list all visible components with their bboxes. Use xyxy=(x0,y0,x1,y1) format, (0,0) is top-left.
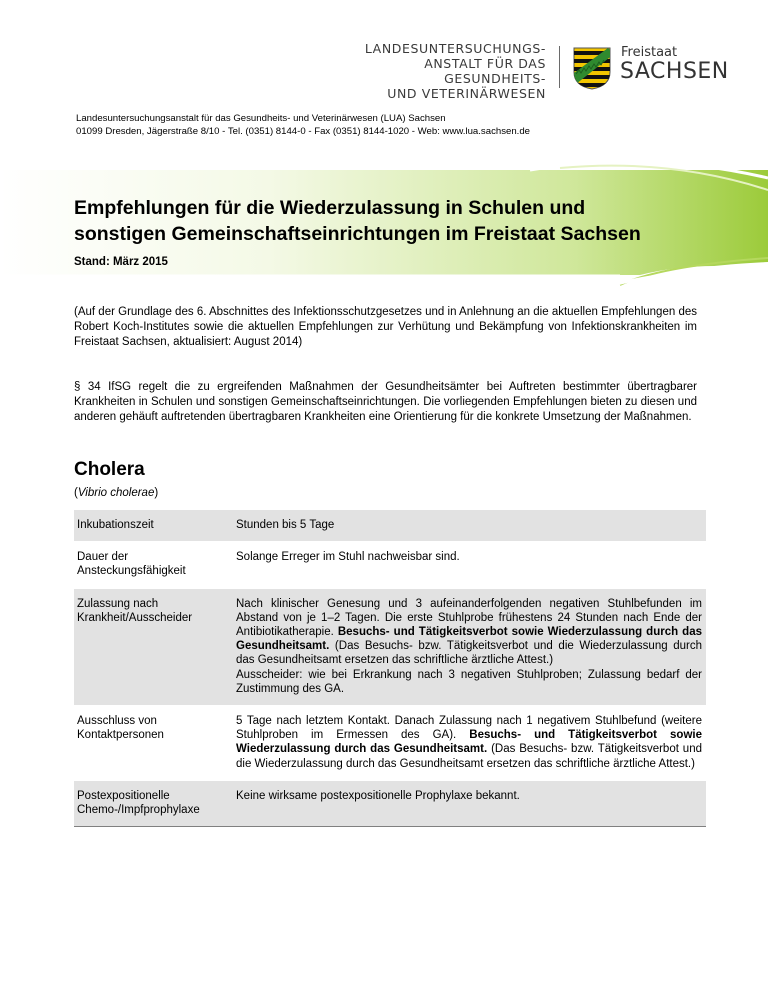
intro-paragraph-1: (Auf der Grundlage des 6. Abschnittes des Infektionsschutzgesetzes und in Anlehnung an die aktuellen Empfehlungen des Robert Koch-Institutes sowie die aktuellen Empfehlungen zur Verhütung und Bekämpfung von Infektionskrankheiten im Freistaat Sachsen, aktualisiert: August 2014) xyxy=(74,306,697,348)
row-bold-text: Besuchs- und Tätigkeitsverbot sowie Wiederzulassung durch das Gesundheitsamt. xyxy=(236,626,702,653)
intro-paragraph-2: § 34 IfSG regelt die zu ergreifenden Maßnahmen der Gesundheitsämter bei Auftreten bestimmter übertragbarer Krankheiten in Schulen und sonstigen Gemeinschaftseinrichtungen. Die vorliegenden Empfehlungen bieten zu diesen und anderen gehäuft auftretenden übertragbaren Krankheiten eine Orientierung für die konkrete Umsetzung der Maßnahmen. xyxy=(74,381,697,423)
pathogen-name xyxy=(74,487,158,499)
section-title: Cholera xyxy=(74,459,145,480)
lua-logo-text xyxy=(348,41,546,101)
title-line2: sonstigen Gemeinschaftseinrichtungen im Freistaat Sachsen xyxy=(74,223,641,245)
row-value xyxy=(227,588,706,705)
logo-divider xyxy=(559,46,560,88)
table-row xyxy=(74,706,706,781)
lua-logo-line1: LANDESUNTERSUCHUNGS- xyxy=(364,41,546,56)
row-text: 5 Tage nach letztem Kontakt. Danach Zulassung nach 1 negativem Stuhlbefund (weitere Stuhlproben im Ermessen des GA). xyxy=(236,715,702,742)
paren-close: ) xyxy=(154,487,159,499)
row-text: Nach klinischer Genesung und 3 aufeinanderfolgenden negativen Stuhlbefunden im Abstand von je 1–2 Tagen. Die erste Stuhlprobe frühestens 24 Stunden nach Ende der Antibiotikatherapie. xyxy=(236,597,702,639)
table-row xyxy=(74,780,706,826)
document-title xyxy=(74,195,714,247)
row-text: Ausscheider: wie bei Erkrankung nach 3 negativen Stuhlproben; Zulassung bedarf der Zustimmung des GA. xyxy=(236,668,702,695)
address-line1: Landesuntersuchungsanstalt für das Gesundheits- und Veterinärwesen (LUA) Sachsen xyxy=(76,113,446,124)
lua-logo-line3: UND VETERINÄRWESEN xyxy=(387,86,546,101)
row-label: Dauer der Ansteckungsfähigkeit xyxy=(74,542,227,588)
row-value: Solange Erreger im Stuhl nachweisbar sind. xyxy=(227,542,706,588)
row-label: Zulassung nach Krankheit/Ausscheider xyxy=(74,588,227,705)
row-bold-text: Besuchs- und Tätigkeitsverbot sowie Wiederzulassung durch das Gesundheitsamt. xyxy=(236,729,702,756)
row-label: Ausschluss von Kontaktpersonen xyxy=(74,706,227,781)
address-line2: 01099 Dresden, Jägerstraße 8/10 - Tel. (0351) 8144-0 - Fax (0351) 8144-1020 - Web: www.lua.sachsen.de xyxy=(76,125,531,137)
sachsen-label: SACHSEN xyxy=(620,59,729,84)
title-line1: Empfehlungen für die Wiederzulassung in Schulen und xyxy=(74,197,586,219)
table-row xyxy=(74,542,706,588)
row-value: Keine wirksame postexpositionelle Prophylaxe bekannt. xyxy=(227,780,706,826)
cholera-table xyxy=(74,510,706,827)
saxony-coat-of-arms-icon xyxy=(572,46,612,90)
row-label: Inkubationszeit xyxy=(74,510,227,542)
table-row xyxy=(74,588,706,705)
row-label: Postexpositionelle Chemo-/Impfprophylaxe xyxy=(74,780,227,826)
lua-logo-line2: ANSTALT FÜR DAS GESUNDHEITS- xyxy=(424,56,546,86)
row-value: Stunden bis 5 Tage xyxy=(227,510,706,542)
row-text: (Das Besuchs- bzw. Tätigkeitsverbot und die Wiederzulassung durch das Gesundheitsamt ersetzen das schriftliche ärztliche Attest.) xyxy=(236,743,702,770)
row-value xyxy=(227,706,706,781)
table-row xyxy=(74,510,706,542)
document-date: Stand: März 2015 xyxy=(74,256,168,268)
freistaat-label: Freistaat xyxy=(621,45,678,60)
paren-open: ( xyxy=(74,487,78,499)
row-text: (Das Besuchs- bzw. Tätigkeitsverbot und die Wiederzulassung durch das Gesundheitsamt ersetzen das schriftliche ärztliche Attest.) xyxy=(236,640,702,667)
pathogen-italic: Vibrio cholerae xyxy=(77,487,155,499)
institution-address xyxy=(76,113,530,138)
